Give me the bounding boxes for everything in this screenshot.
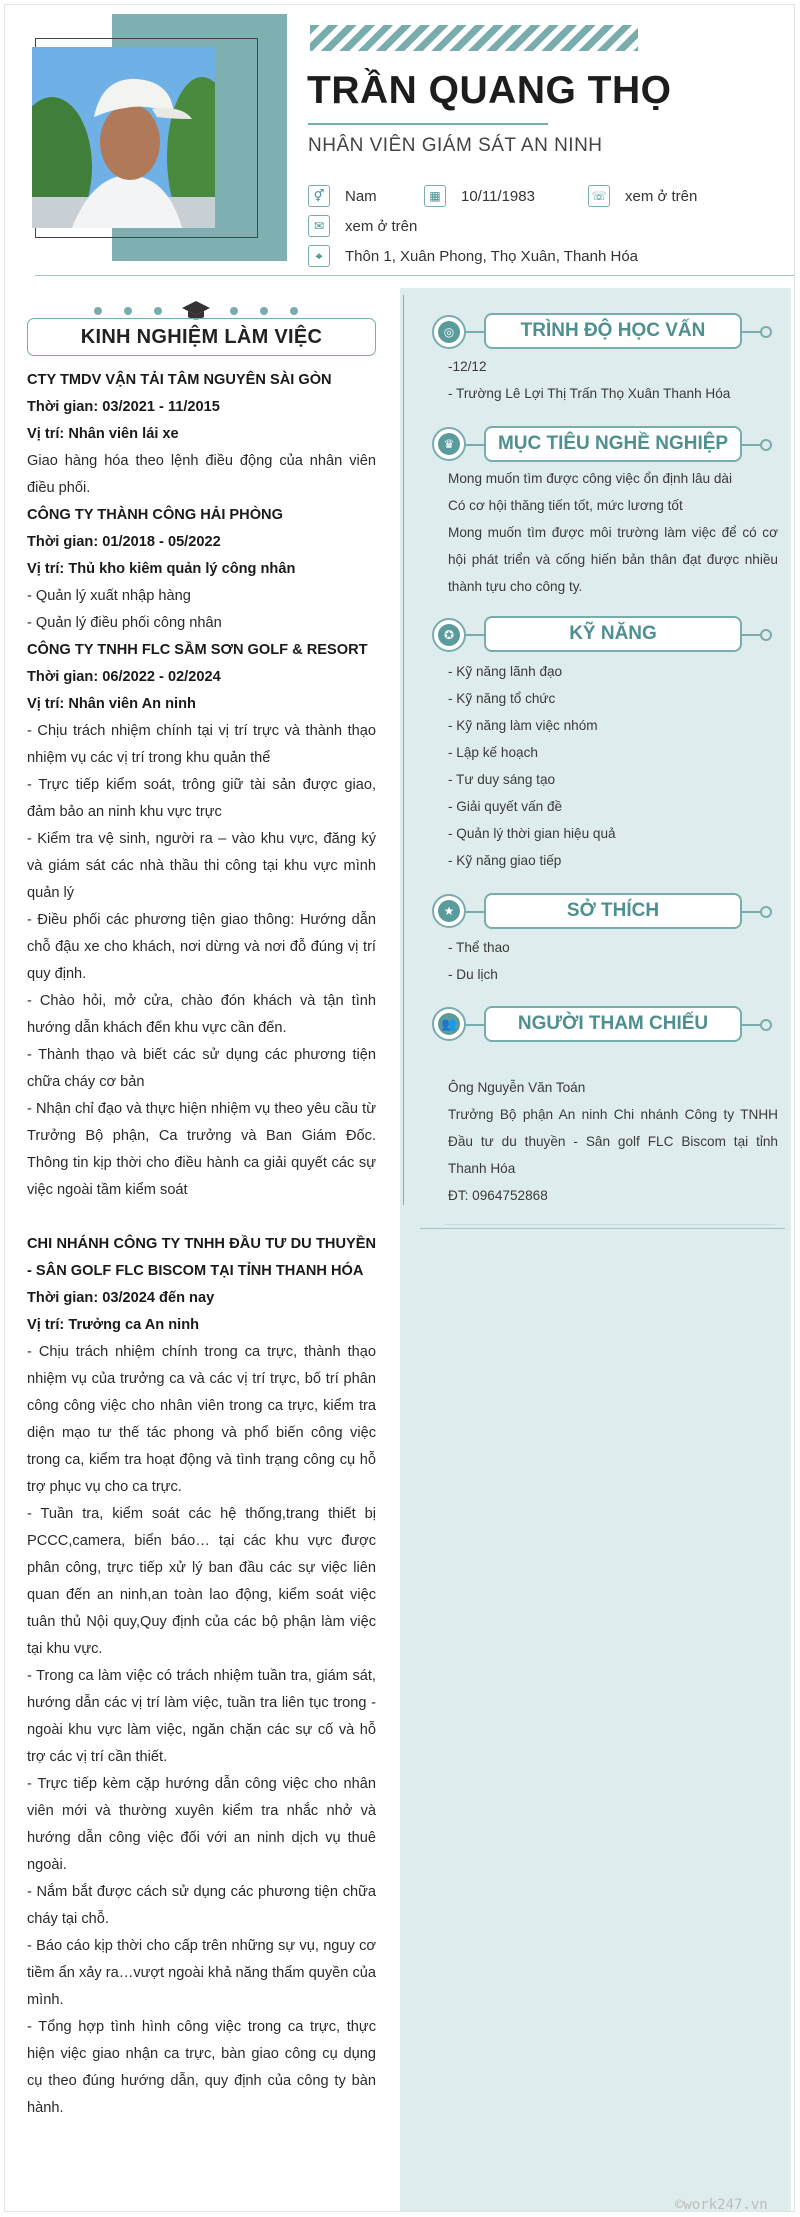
candidate-name: TRẦN QUANG THỌ [307,69,672,112]
references-content [448,1074,778,1209]
objective-connector-end [760,439,772,451]
reference-details: Trưởng Bộ phận An ninh Chi nhánh Công ty TNHH Đầu tư du thuyền - Sân golf FLC Biscom tại tỉnh Thanh Hóa [448,1107,778,1176]
email-value: xem ở trên [345,217,418,235]
people-icon: 👥 [432,1007,466,1041]
hobbies-list [448,934,778,988]
star-icon: ★ [432,894,466,928]
header-stripes [310,25,638,51]
job-period: Thời gian: 01/2018 - 05/2022 [27,534,221,550]
references-connector-end [760,1019,772,1031]
education-line: - Trường Lê Lợi Thị Trấn Thọ Xuân Thanh Hóa [448,386,731,401]
email-icon: ✉ [308,215,330,237]
job-duty: - Nhận chỉ đạo và thực hiện nhiệm vụ theo yêu cầu từ Trưởng Bộ phận, Ca trưởng và Ban Giám Đốc. Thông tin kịp thời cho điều hành ca giải quyết các sự việc ngoài tầm kiểm soát [27,1101,376,1198]
skill-item: - Kỹ năng tổ chức [448,691,556,706]
education-line: -12/12 [448,359,487,374]
cv-page [4,4,795,2212]
education-connector-end [760,326,772,338]
name-underline [308,123,548,125]
objective-heading: MỤC TIÊU NGHỀ NGHIỆP [484,426,742,462]
hobbies-heading: SỞ THÍCH [484,893,742,929]
job-duty: - Tổng hợp tình hình công việc trong ca trực, thực hiện việc giao nhận ca trực, bàn giao công cụ dụng cụ theo đúng hướng dẫn, quy định của công ty bàn hành. [27,2019,376,2116]
sidebar-rule [420,1228,785,1229]
job-duty: - Chịu trách nhiệm chính trong ca trực, thành thạo nhiệm vụ của trưởng ca và các vị trí trực, bố trí phân công công việc cho nhân viên trong ca trực, kiểm tra diện mạo tư thế tác phong và phổ biến công việc trong ca, kiểm tra hoạt động và tình trạng công cụ hỗ trợ phục vụ cho ca trực. [27,1344,376,1495]
job-period: Thời gian: 06/2022 - 02/2024 [27,669,221,685]
reference-name: Ông Nguyễn Văn Toán [448,1080,586,1095]
skills-list [448,658,778,874]
skill-item: - Lập kế hoạch [448,745,538,760]
job-duty: - Báo cáo kịp thời cho cấp trên những sự vụ, nguy cơ tiềm ẩn xảy ra…vượt ngoài khả năng thẩm quyền của mình. [27,1938,376,2008]
job-company: CTY TMDV VẬN TẢI TÂM NGUYÊN SÀI GÒN [27,372,332,388]
phone-value: xem ở trên [625,187,698,205]
job-duty: - Thành thạo và biết các sử dụng các phương tiện chữa cháy cơ bản [27,1047,376,1090]
job-position: Vị trí: Trưởng ca An ninh [27,1317,200,1333]
skills-connector-end [760,629,772,641]
phone-icon: ☏ [588,185,610,207]
trophy-icon: ♛ [432,427,466,461]
address-value: Thôn 1, Xuân Phong, Thọ Xuân, Thanh Hóa [345,247,638,265]
job-position: Vị trí: Thủ kho kiêm quản lý công nhân [27,561,296,577]
contact-dob [424,185,535,207]
job-position: Vị trí: Nhân viên An ninh [27,696,196,712]
job-duty: - Quản lý xuất nhập hàng [27,588,191,604]
skill-item: - Quản lý thời gian hiệu quả [448,826,616,841]
medal-icon: ✪ [432,618,466,652]
target-icon: ◎ [432,315,466,349]
gender-value: Nam [345,187,377,205]
job-duty: - Quản lý điều phối công nhân [27,615,222,631]
job-duty: - Tuần tra, kiểm soát các hệ thống,trang thiết bị PCCC,camera, biển báo… tại các khu vực được phân công, trực tiếp xử lý ban đầu các sự việc liên quan đến an ninh,an toàn lao động, kiểm soát việc tuân thủ Nội quy,Quy định của các bộ phận làm việc tại khu vực. [27,1506,376,1657]
avatar [32,47,215,228]
job-period: Thời gian: 03/2021 - 11/2015 [27,399,220,415]
job-company: CÔNG TY THÀNH CÔNG HẢI PHÒNG [27,507,283,523]
job-duty: Giao hàng hóa theo lệnh điều động của nhân viên điều phối. [27,453,376,496]
job-duty: - Trực tiếp kèm cặp hướng dẫn công việc cho nhân viên mới và thường xuyên kiểm tra nhắc nhở và hướng dẫn công việc đối với an ninh dịch vụ thuê ngoài. [27,1776,376,1873]
sidebar-divider [403,295,404,1205]
contact-email [308,215,417,237]
experience-list [27,367,376,2122]
gender-icon: ⚥ [308,185,330,207]
dob-value: 10/11/1983 [461,187,535,205]
experience-heading: KINH NGHIỆM LÀM VIỆC [27,318,376,356]
watermark: ©work247.vn [675,2197,768,2212]
skill-item: - Kỹ năng làm việc nhóm [448,718,598,733]
skill-item: - Kỹ năng lãnh đạo [448,664,563,679]
contact-gender [308,185,377,207]
job-duty: - Kiểm tra vệ sinh, người ra – vào khu vực, đăng ký và giám sát các nhà thầu thi công tại khu vực mình quản lý [27,831,376,901]
reference-phone: ĐT: 0964752868 [448,1188,548,1203]
skill-item: - Tư duy sáng tạo [448,772,556,787]
header-divider [35,275,795,276]
job-duty: - Chịu trách nhiệm chính tại vị trí trực và thành thạo nhiệm vụ các vị trí trong khu quản thể [27,723,376,766]
location-icon: ⌖ [308,245,330,267]
calendar-icon: ▦ [424,185,446,207]
contact-phone [588,185,697,207]
job-duty: - Nắm bắt được cách sử dụng các phương tiện chữa cháy tại chỗ. [27,1884,376,1927]
job-duty: - Chào hỏi, mở cửa, chào đón khách và tận tình hướng dẫn khách đến khu vực cần đến. [27,993,376,1036]
skills-heading: KỸ NĂNG [484,616,742,652]
objective-line: Mong muốn tìm được môi trường làm việc để có cơ hội phát triển và cống hiến bản thân đạt được nhiều thành tựu cho công ty. [448,525,778,594]
job-duty: - Trực tiếp kiểm soát, trông giữ tài sản được giao, đảm bảo an ninh khu vực trực [27,777,376,820]
skill-item: - Giải quyết vấn đề [448,799,563,814]
job-period: Thời gian: 03/2024 đến nay [27,1290,215,1306]
job-duty: - Điều phối các phương tiện giao thông: Hướng dẫn chỗ đậu xe cho khách, nơi dừng và nơi đỗ đúng vị trí quy định. [27,912,376,982]
hobby-item: - Du lịch [448,967,498,982]
job-company: CÔNG TY TNHH FLC SẦM SƠN GOLF & RESORT [27,642,368,658]
job-position: Vị trí: Nhân viên lái xe [27,426,179,442]
education-heading: TRÌNH ĐỘ HỌC VẤN [484,313,742,349]
education-content [448,353,778,407]
hobby-item: - Thể thao [448,940,510,955]
hobbies-connector-end [760,906,772,918]
sidebar-rule-inner [445,1224,775,1225]
contact-address [308,245,638,267]
objective-line: Có cơ hội thăng tiến tốt, mức lương tốt [448,498,683,513]
objective-content [448,465,778,600]
skill-item: - Kỹ năng giao tiếp [448,853,562,868]
references-heading: NGƯỜI THAM CHIẾU [484,1006,742,1042]
job-duty: - Trong ca làm việc có trách nhiệm tuần tra, giám sát, hướng dẫn các vị trí làm việc, tuần tra liên tục trong - ngoài khu vực làm việc, ngăn chặn các sự cố và hỗ trợ các vị trí cần thiết. [27,1668,376,1765]
job-company: CHI NHÁNH CÔNG TY TNHH ĐẦU TƯ DU THUYỀN - SÂN GOLF FLC BISCOM TẠI TỈNH THANH HÓA [27,1236,376,1279]
job-title: NHÂN VIÊN GIÁM SÁT AN NINH [308,135,603,156]
objective-line: Mong muốn tìm được công việc ổn định lâu dài [448,471,733,486]
